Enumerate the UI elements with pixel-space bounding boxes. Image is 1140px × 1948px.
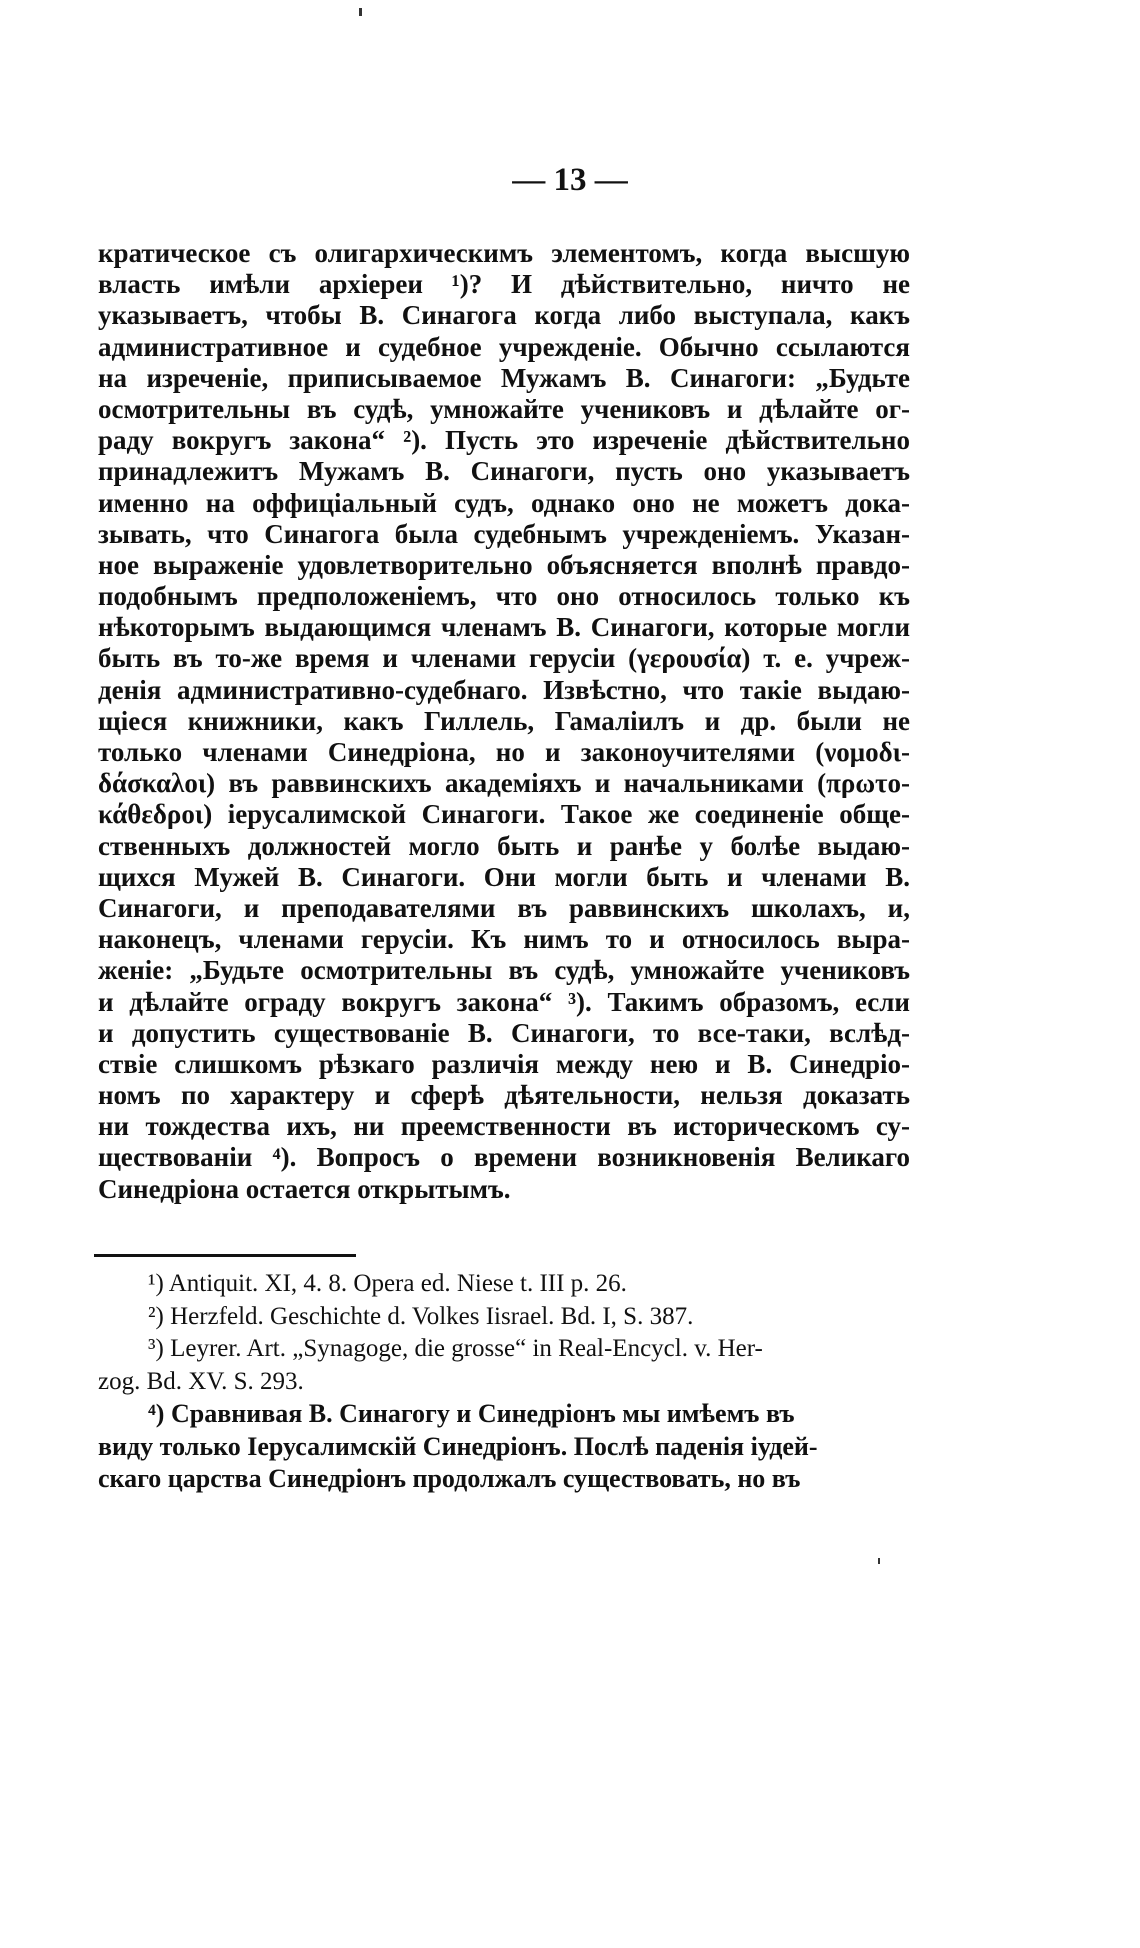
body-line: денія административно-судебнаго. Извѣстно, что такіе выдаю- [98, 674, 910, 705]
body-line: ни тождества ихъ, ни преемственности въ историческомъ су- [98, 1111, 910, 1142]
footnote-line: скаго царства Синедріонъ продолжалъ существовать, но въ [98, 1464, 801, 1493]
print-speck [359, 8, 362, 16]
footnote-line: виду только Іерусалимскій Синедріонъ. Послѣ паденія іудей- [98, 1431, 818, 1461]
body-line: Синедріона остается открытымъ. [98, 1173, 511, 1204]
footnote-line: zog. Bd. XV. S. 293. [98, 1367, 304, 1395]
body-line: зывать, что Синагога была судебнымъ учрежденіемъ. Указан- [98, 518, 910, 549]
footnote-line: ¹) Antiquit. XI, 4. 8. Opera ed. Niese t. III p. 26. [148, 1270, 627, 1297]
body-line: только членами Синедріона, но и законоучителями (νομοδι- [98, 737, 910, 767]
footnote-line: ³) Leyrer. Art. „Synagoge, die grosse“ in Real-Encycl. v. Her- [148, 1335, 763, 1362]
page-number: — 13 — [512, 162, 628, 198]
footnote-rule [94, 1254, 356, 1257]
body-line: власть имѣли архіереи ¹)? И дѣйствительно, ничто не [98, 269, 910, 300]
body-line: Синагоги, и преподавателями въ раввинскихъ школахъ, и, [98, 892, 910, 923]
body-line: административное и судебное учрежденіе. Обычно ссылаются [98, 331, 910, 362]
body-line: ное выраженіе удовлетворительно объясняется вполнѣ правдо- [98, 549, 910, 580]
body-line: номъ по характеру и сферѣ дѣятельности, нельзя доказать [98, 1080, 910, 1111]
body-line: раду вокругъ закона“ ²). Пусть это изреченіе дѣйствительно [98, 425, 910, 456]
body-line: подобнымъ предположеніемъ, что оно относилось только къ [98, 581, 910, 612]
body-line: быть въ то-же время и членами герусіи (γερουσία) т. е. учреж- [98, 643, 910, 674]
body-line: наконецъ, членами герусіи. Къ нимъ то и относилось выра- [98, 924, 910, 955]
footnotes [98, 1268, 910, 1496]
body-line: на изреченіе, приписываемое Мужамъ В. Синагоги: „Будьте [98, 362, 910, 393]
body-line: щихся Мужей В. Синагоги. Они могли быть и членами В. [98, 861, 910, 892]
body-line: осмотрительны въ судѣ, умножайте учениковъ и дѣлайте ог- [98, 393, 910, 424]
body-line: δάσκαλοι) въ раввинскихъ академіяхъ и начальниками (πρωτο- [98, 768, 910, 799]
body-line: щіеся книжники, какъ Гиллель, Гамаліилъ и др. были не [98, 705, 910, 736]
footnote-line: ²) Herzfeld. Geschichte d. Volkes Iisrael. Bd. I, S. 387. [148, 1302, 694, 1330]
body-text [98, 238, 910, 1205]
body-line: именно на оффиціальный судъ, однако оно не можетъ дока- [98, 487, 910, 518]
body-line: указываетъ, чтобы В. Синагога когда либо выступала, какъ [98, 300, 910, 331]
body-line: кратическое съ олигархическимъ элементомъ, когда высшую [98, 238, 910, 268]
footnote-line: ⁴) Сравнивая В. Синагогу и Синедріонъ мы имѣемъ въ [148, 1399, 795, 1428]
body-line: и дѣлайте ограду вокругъ закона“ ³). Такимъ образомъ, если [98, 986, 910, 1017]
body-line: ственныхъ должностей могло быть и ранѣе у болѣе выдаю- [98, 830, 910, 861]
body-line: нѣкоторымъ выдающимся членамъ В. Синагоги, которые могли [98, 612, 910, 643]
body-line: ществованіи ⁴). Вопросъ о времени возникновенія Великаго [98, 1142, 910, 1173]
body-line: принадлежитъ Мужамъ В. Синагоги, пусть оно указываетъ [98, 456, 910, 487]
body-line: ствіе слишкомъ рѣзкаго различія между нею и В. Синедріо- [98, 1048, 910, 1079]
body-line: и допустить существованіе В. Синагоги, то все-таки, вслѣд- [98, 1017, 910, 1048]
print-speck [878, 1558, 880, 1564]
body-line: κάθεδροι) іерусалимской Синагоги. Такое же соединеніе обще- [98, 799, 910, 830]
body-line: женіе: „Будьте осмотрительны въ судѣ, умножайте учениковъ [98, 955, 910, 986]
